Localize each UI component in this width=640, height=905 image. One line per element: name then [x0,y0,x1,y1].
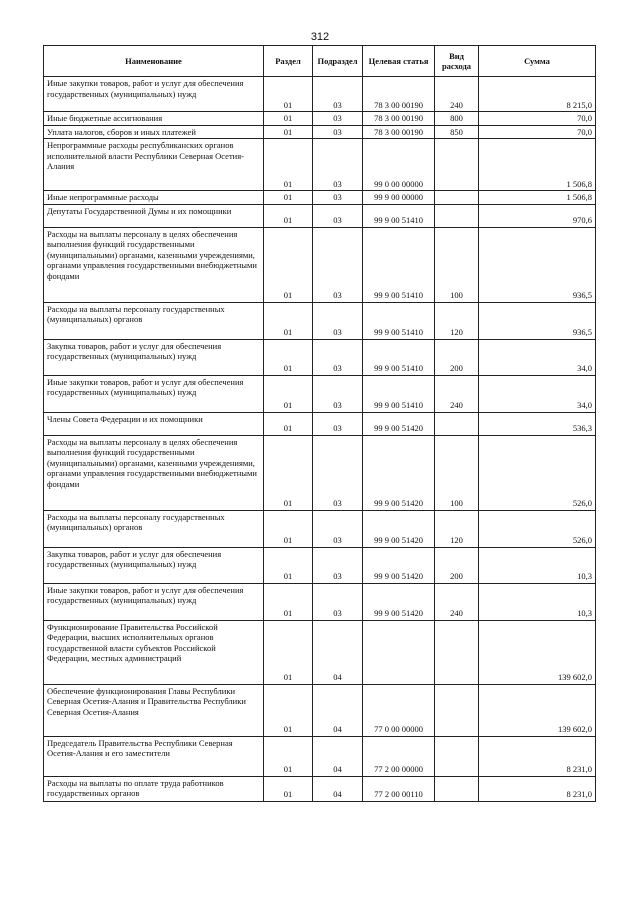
cell-expense-type: 240 [435,77,479,112]
cell-expense-type [435,684,479,736]
cell-section: 01 [264,412,313,435]
cell-sum: 936,5 [479,227,596,302]
cell-section: 01 [264,510,313,547]
table-row [44,302,596,339]
cell-name: Члены Совета Федерации и их помощники [44,412,264,435]
cell-expense-type: 240 [435,375,479,412]
cell-section: 01 [264,547,313,583]
cell-target: 99 0 00 00000 [363,139,435,191]
cell-sum: 970,6 [479,204,596,227]
cell-expense-type: 850 [435,125,479,139]
cell-sum: 10,3 [479,583,596,620]
cell-expense-type: 800 [435,112,479,126]
cell-section: 01 [264,684,313,736]
cell-target: 99 9 00 51410 [363,302,435,339]
cell-expense-type [435,204,479,227]
cell-expense-type: 200 [435,547,479,583]
table-header-row [44,46,596,77]
cell-name: Иные непрограммные расходы [44,191,264,205]
header-section: Раздел [264,46,313,77]
cell-expense-type [435,776,479,801]
cell-expense-type: 120 [435,510,479,547]
table-row [44,547,596,583]
cell-sum: 936,5 [479,302,596,339]
table-row [44,77,596,112]
table-row [44,684,596,736]
table-row [44,510,596,547]
cell-sum: 70,0 [479,125,596,139]
cell-subsection: 04 [313,684,363,736]
cell-section: 01 [264,736,313,776]
cell-sum: 526,0 [479,510,596,547]
cell-target: 99 9 00 51420 [363,510,435,547]
cell-section: 01 [264,435,313,510]
cell-sum: 34,0 [479,375,596,412]
cell-name: Председатель Правительства Республики Северная Осетия-Алания и его заместители [44,736,264,776]
cell-section: 01 [264,302,313,339]
cell-section: 01 [264,191,313,205]
cell-target: 77 0 00 00000 [363,684,435,736]
cell-target: 99 9 00 51420 [363,547,435,583]
budget-table [43,45,596,802]
table-row [44,125,596,139]
cell-target: 99 9 00 51420 [363,412,435,435]
page-number: 312 [310,31,330,43]
cell-subsection: 03 [313,112,363,126]
cell-target: 77 2 00 00110 [363,776,435,801]
table-row [44,776,596,801]
cell-name: Расходы на выплаты персоналу государственных (муниципальных) органов [44,302,264,339]
table-row [44,191,596,205]
table-row [44,112,596,126]
cell-name: Иные закупки товаров, работ и услуг для обеспечения государственных (муниципальных) нужд [44,77,264,112]
cell-target: 99 9 00 51410 [363,227,435,302]
cell-expense-type [435,412,479,435]
cell-subsection: 03 [313,227,363,302]
cell-subsection: 04 [313,776,363,801]
cell-target: 99 9 00 00000 [363,191,435,205]
cell-name: Иные бюджетные ассигнования [44,112,264,126]
cell-expense-type: 100 [435,435,479,510]
cell-section: 01 [264,620,313,684]
cell-subsection: 04 [313,620,363,684]
cell-expense-type [435,736,479,776]
table-row [44,620,596,684]
cell-sum: 536,3 [479,412,596,435]
cell-name: Закупка товаров, работ и услуг для обеспечения государственных (муниципальных) нужд [44,339,264,375]
cell-target: 78 3 00 00190 [363,77,435,112]
cell-sum: 526,0 [479,435,596,510]
cell-subsection: 03 [313,412,363,435]
cell-target: 78 3 00 00190 [363,125,435,139]
table-row [44,435,596,510]
cell-subsection: 03 [313,583,363,620]
cell-name: Депутаты Государственной Думы и их помощники [44,204,264,227]
cell-expense-type: 240 [435,583,479,620]
cell-subsection: 03 [313,339,363,375]
cell-section: 01 [264,375,313,412]
cell-sum: 1 506,8 [479,191,596,205]
cell-expense-type: 120 [435,302,479,339]
header-sum: Сумма [479,46,596,77]
cell-name: Расходы на выплаты персоналу государственных (муниципальных) органов [44,510,264,547]
cell-target: 99 9 00 51410 [363,375,435,412]
cell-name: Иные закупки товаров, работ и услуг для обеспечения государственных (муниципальных) нужд [44,375,264,412]
cell-sum: 8 231,0 [479,736,596,776]
table-row [44,375,596,412]
cell-section: 01 [264,125,313,139]
table-row [44,736,596,776]
table-row [44,204,596,227]
cell-target [363,620,435,684]
header-expense-type: Вид расхода [435,46,479,77]
cell-subsection: 03 [313,435,363,510]
cell-section: 01 [264,112,313,126]
cell-sum: 1 506,8 [479,139,596,191]
cell-section: 01 [264,583,313,620]
cell-subsection: 03 [313,375,363,412]
cell-target: 77 2 00 00000 [363,736,435,776]
table-body [44,77,596,802]
cell-expense-type [435,139,479,191]
cell-expense-type: 100 [435,227,479,302]
cell-subsection: 03 [313,191,363,205]
cell-section: 01 [264,776,313,801]
cell-expense-type: 200 [435,339,479,375]
cell-expense-type [435,191,479,205]
cell-sum: 8 215,0 [479,77,596,112]
table-row [44,339,596,375]
table-row [44,227,596,302]
cell-sum: 8 231,0 [479,776,596,801]
cell-target: 99 9 00 51410 [363,204,435,227]
cell-section: 01 [264,339,313,375]
cell-subsection: 03 [313,302,363,339]
cell-section: 01 [264,77,313,112]
cell-section: 01 [264,139,313,191]
table-row [44,583,596,620]
cell-target: 99 9 00 51420 [363,583,435,620]
table-row [44,139,596,191]
cell-name: Расходы на выплаты персоналу в целях обеспечения выполнения функций государственными (муниципальными) органами, казенными учреждениями, органами управления государственными внебюджетными фондами [44,435,264,510]
table-row [44,412,596,435]
cell-target: 78 3 00 00190 [363,112,435,126]
cell-subsection: 04 [313,736,363,776]
cell-target: 99 9 00 51410 [363,339,435,375]
cell-sum: 70,0 [479,112,596,126]
header-target: Целевая статья [363,46,435,77]
cell-section: 01 [264,204,313,227]
cell-subsection: 03 [313,204,363,227]
cell-subsection: 03 [313,125,363,139]
cell-name: Уплата налогов, сборов и иных платежей [44,125,264,139]
cell-name: Расходы на выплаты персоналу в целях обеспечения выполнения функций государственными (муниципальными) органами, казенными учреждениями, органами управления государственными внебюджетными фондами [44,227,264,302]
cell-subsection: 03 [313,77,363,112]
cell-name: Непрограммные расходы республиканских органов исполнительной власти Республики Северная Осетия-Алания [44,139,264,191]
cell-name: Обеспечение функционирования Главы Республики Северная Осетия-Алания и Правительства Республики Северная Осетия-Алания [44,684,264,736]
cell-subsection: 03 [313,510,363,547]
cell-name: Функционирование Правительства Российской Федерации, высших исполнительных органов государственной власти субъектов Российской Федерации, местных администраций [44,620,264,684]
cell-section: 01 [264,227,313,302]
header-name: Наименование [44,46,264,77]
cell-sum: 139 602,0 [479,620,596,684]
cell-subsection: 03 [313,139,363,191]
cell-sum: 34,0 [479,339,596,375]
header-subsection: Подраздел [313,46,363,77]
cell-name: Иные закупки товаров, работ и услуг для обеспечения государственных (муниципальных) нужд [44,583,264,620]
cell-name: Расходы на выплаты по оплате труда работников государственных органов [44,776,264,801]
cell-sum: 139 602,0 [479,684,596,736]
cell-sum: 10,3 [479,547,596,583]
cell-target: 99 9 00 51420 [363,435,435,510]
cell-subsection: 03 [313,547,363,583]
cell-expense-type [435,620,479,684]
cell-name: Закупка товаров, работ и услуг для обеспечения государственных (муниципальных) нужд [44,547,264,583]
